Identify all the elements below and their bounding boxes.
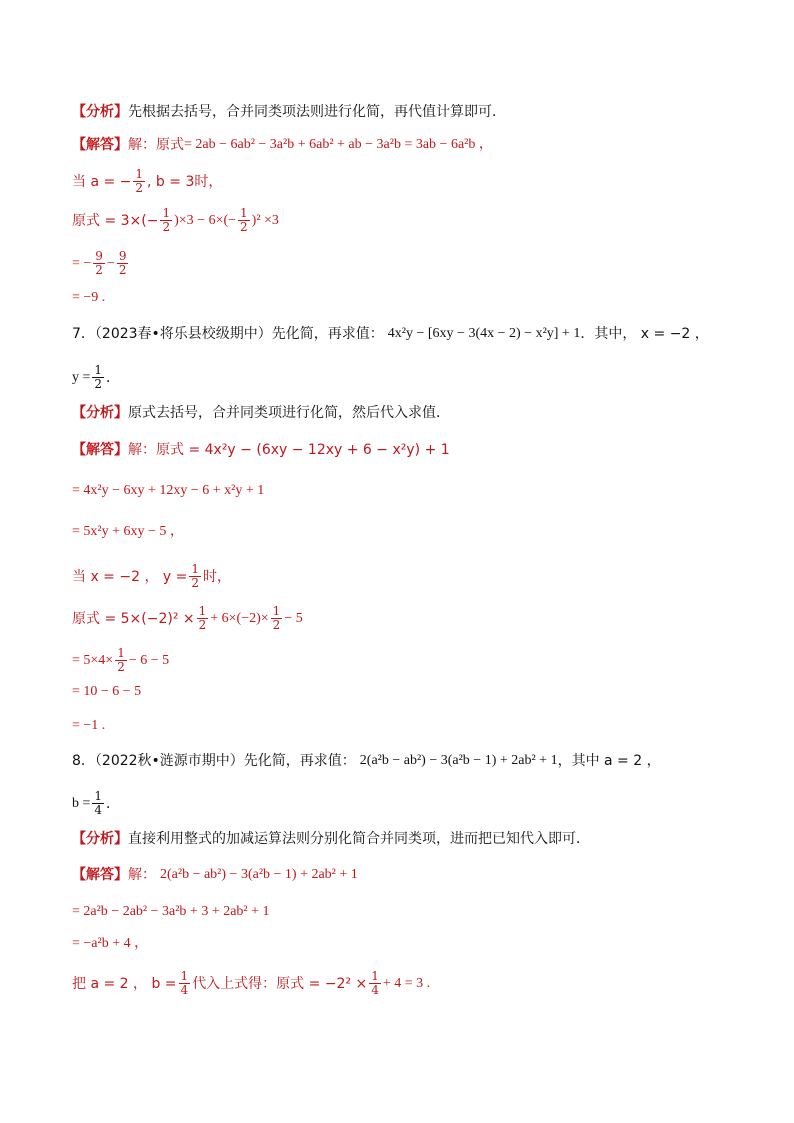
fraction-half: $\frac{1}{2}$ <box>135 167 144 195</box>
question-cond: ．其中， x = −2 ， <box>580 326 709 342</box>
p6-when-line <box>72 168 722 195</box>
period: ． <box>106 795 121 812</box>
analysis-tag: 【分析】 <box>72 831 128 847</box>
when-text: 当 a = − <box>72 173 132 190</box>
question-expr: 2(a²b − ab²) − 3(a²b − 1) + 2ab² + 1 <box>359 753 558 768</box>
p7-when-line <box>72 563 722 590</box>
p8-answer-line <box>72 866 722 884</box>
answer-expr: = 2ab − 6ab² − 3a²b + 6ab² + ab − 3a²b = 3ab − 6a²b ， <box>184 137 493 152</box>
p6-sub-line <box>72 207 722 234</box>
step1-a: = 5×4× <box>72 652 114 668</box>
answer-lead: 解：原式 <box>128 137 184 153</box>
p7-question-y <box>72 364 722 391</box>
when-rest: , b = 3时， <box>147 173 223 190</box>
step: = −1 . <box>72 718 106 733</box>
step: = 2a²b − 2ab² − 3a²b + 3 + 2ab² + 1 <box>72 904 270 919</box>
step1-b: − <box>106 255 115 271</box>
fraction-half: $\frac{1}{2}$ <box>94 363 103 391</box>
p6-answer-line <box>72 136 722 154</box>
sub-c: − 5 <box>284 610 303 626</box>
p7-answer-line <box>72 441 722 459</box>
analysis-tag: 【分析】 <box>72 405 128 421</box>
sub-a: 原式 = 5×(−2)² × <box>72 610 195 627</box>
p7-step3 <box>72 717 722 735</box>
fraction-nine-half: $\frac{9}{2}$ <box>95 249 103 277</box>
p6-step2 <box>72 289 722 307</box>
p8-analysis-line <box>72 830 722 848</box>
b-var: b = <box>72 795 91 811</box>
when-text: 当 x = −2 ， y = <box>72 568 188 585</box>
answer-tag: 【解答】 <box>72 137 128 153</box>
p8-final-line <box>72 970 722 997</box>
question-expr: 4x²y − [6xy − 3(4x − 2) − x²y] + 1 <box>387 326 581 341</box>
step1-a: = − <box>72 255 92 271</box>
p7-line3 <box>72 523 722 541</box>
analysis-text: 先根据去括号，合并同类项法则进行化简，再代值计算即可． <box>128 104 506 120</box>
p8-line3 <box>72 935 722 953</box>
fraction-nine-half: $\frac{9}{2}$ <box>118 249 127 277</box>
p8-line2 <box>72 903 722 921</box>
p6-step1 <box>72 250 722 277</box>
fraction-quarter: $\frac{1}{4}$ <box>94 789 103 817</box>
p7-sub-line <box>72 605 722 632</box>
step: = 10 − 6 − 5 <box>72 684 142 699</box>
fraction-quarter: $\frac{1}{4}$ <box>180 969 189 997</box>
final-b: 代入上式得：原式 = −2² × <box>192 975 368 992</box>
p8-question-b <box>72 790 722 817</box>
answer-lead: 解：原式 = 4x²y − (6xy − 12xy + 6 − x²y) + 1 <box>128 442 450 458</box>
p6-analysis-line <box>72 103 722 121</box>
analysis-text: 直接利用整式的加减运算法则分别化简合并同类项，进而把已知代入即可． <box>128 831 590 847</box>
step: = 4x²y − 6xy + 12xy − 6 + x²y + 1 <box>72 483 265 498</box>
sub-b: + 6×(−2)× <box>210 610 269 626</box>
answer-tag: 【解答】 <box>72 867 128 883</box>
fraction-half: $\frac{1}{2}$ <box>162 206 171 234</box>
sub-a: 原式 = 3×(− <box>72 212 159 229</box>
step2: = −9 . <box>72 290 106 305</box>
fraction-half: $\frac{1}{2}$ <box>117 646 125 674</box>
final-c: + 4 = 3 . <box>382 975 431 991</box>
fraction-half: $\frac{1}{2}$ <box>191 562 200 590</box>
period: ． <box>106 369 121 386</box>
step: = −a²b + 4 ， <box>72 936 149 951</box>
p7-question-line <box>72 325 722 343</box>
question-text: 8．（2022秋•涟源市期中）先化简，再求值： <box>72 753 356 769</box>
question-cond: ，其中 a = 2 ， <box>557 753 661 769</box>
fraction-half: $\frac{1}{2}$ <box>272 604 281 632</box>
when-rest: 时， <box>203 568 232 585</box>
step: = 5x²y + 6xy − 5 ， <box>72 524 184 539</box>
step1-b: − 6 − 5 <box>128 652 170 668</box>
p7-line2 <box>72 482 722 500</box>
sub-c: )² ×3 <box>251 212 279 228</box>
analysis-text: 原式去括号，合并同类项进行化简，然后代入求值． <box>128 405 450 421</box>
question-text: 7．（2023春•将乐县校级期中）先化简，再求值： <box>72 326 384 342</box>
p7-step2 <box>72 683 722 701</box>
answer-lead: 解： <box>128 867 156 883</box>
final-a: 把 a = 2 ， b = <box>72 975 177 992</box>
answer-expr: 2(a²b − ab²) − 3(a²b − 1) + 2ab² + 1 <box>160 867 358 882</box>
p7-step1 <box>72 647 722 674</box>
sub-b: )×3 − 6×(− <box>174 212 237 228</box>
analysis-tag: 【分析】 <box>72 104 128 120</box>
answer-tag: 【解答】 <box>72 442 128 458</box>
p8-question-line <box>72 752 722 770</box>
fraction-half: $\frac{1}{2}$ <box>240 206 248 234</box>
fraction-quarter: $\frac{1}{4}$ <box>371 969 379 997</box>
p7-analysis-line <box>72 404 722 422</box>
fraction-half: $\frac{1}{2}$ <box>198 604 207 632</box>
y-var: y = <box>72 369 91 385</box>
